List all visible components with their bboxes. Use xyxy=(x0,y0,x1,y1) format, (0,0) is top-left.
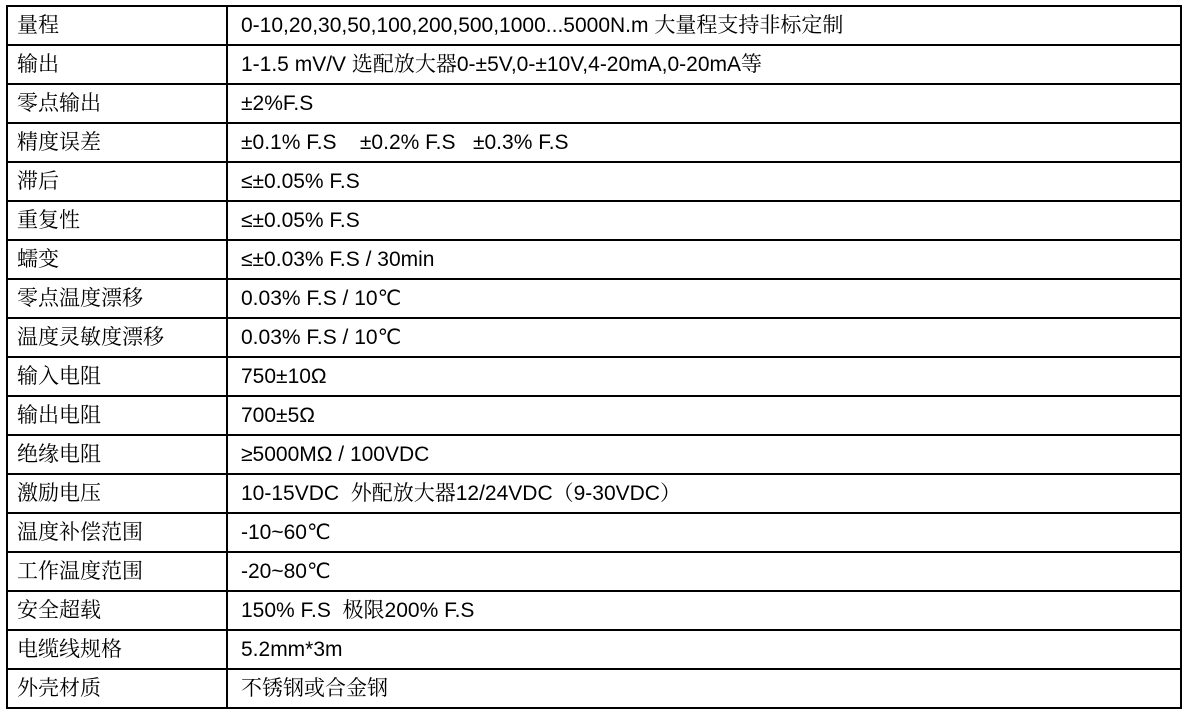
spec-value: -10~60℃ xyxy=(227,513,1181,552)
table-row xyxy=(7,201,1181,240)
spec-value: 0.03% F.S / 10℃ xyxy=(227,279,1181,318)
table-row xyxy=(7,279,1181,318)
spec-label: 重复性 xyxy=(7,201,227,240)
spec-label: 激励电压 xyxy=(7,474,227,513)
table-row xyxy=(7,123,1181,162)
table-row xyxy=(7,84,1181,123)
spec-label: 量程 xyxy=(7,6,227,45)
spec-label: 输出电阻 xyxy=(7,396,227,435)
spec-value: 750±10Ω xyxy=(227,357,1181,396)
table-row xyxy=(7,45,1181,84)
table-row xyxy=(7,396,1181,435)
spec-value: ±0.1% F.S ±0.2% F.S ±0.3% F.S xyxy=(227,123,1181,162)
spec-label: 滞后 xyxy=(7,162,227,201)
spec-value: 不锈钢或合金钢 xyxy=(227,669,1181,708)
table-row xyxy=(7,162,1181,201)
spec-value: ≤±0.05% F.S xyxy=(227,201,1181,240)
table-row xyxy=(7,318,1181,357)
spec-table-body xyxy=(7,6,1181,708)
spec-label: 输入电阻 xyxy=(7,357,227,396)
spec-label: 精度误差 xyxy=(7,123,227,162)
spec-label: 零点输出 xyxy=(7,84,227,123)
spec-label: 电缆线规格 xyxy=(7,630,227,669)
table-row xyxy=(7,435,1181,474)
table-row xyxy=(7,669,1181,708)
spec-label: 外壳材质 xyxy=(7,669,227,708)
spec-label: 输出 xyxy=(7,45,227,84)
spec-label: 蠕变 xyxy=(7,240,227,279)
table-row xyxy=(7,630,1181,669)
spec-value: 0.03% F.S / 10℃ xyxy=(227,318,1181,357)
table-row xyxy=(7,474,1181,513)
spec-value: ≤±0.03% F.S / 30min xyxy=(227,240,1181,279)
spec-value: ≥5000MΩ / 100VDC xyxy=(227,435,1181,474)
table-row xyxy=(7,591,1181,630)
table-row xyxy=(7,357,1181,396)
spec-value: ≤±0.05% F.S xyxy=(227,162,1181,201)
spec-label: 工作温度范围 xyxy=(7,552,227,591)
spec-value: 700±5Ω xyxy=(227,396,1181,435)
table-row xyxy=(7,552,1181,591)
spec-label: 安全超载 xyxy=(7,591,227,630)
spec-value: -20~80℃ xyxy=(227,552,1181,591)
spec-table xyxy=(6,5,1182,709)
spec-value: 150% F.S 极限200% F.S xyxy=(227,591,1181,630)
table-row xyxy=(7,513,1181,552)
spec-value: 10-15VDC 外配放大器12/24VDC（9-30VDC） xyxy=(227,474,1181,513)
table-row xyxy=(7,240,1181,279)
spec-label: 绝缘电阻 xyxy=(7,435,227,474)
spec-value: 0-10,20,30,50,100,200,500,1000...5000N.m 大量程支持非标定制 xyxy=(227,6,1181,45)
spec-label: 温度灵敏度漂移 xyxy=(7,318,227,357)
spec-label: 零点温度漂移 xyxy=(7,279,227,318)
spec-value: 5.2mm*3m xyxy=(227,630,1181,669)
spec-label: 温度补偿范围 xyxy=(7,513,227,552)
spec-value: 1-1.5 mV/V 选配放大器0-±5V,0-±10V,4-20mA,0-20mA等 xyxy=(227,45,1181,84)
table-row xyxy=(7,6,1181,45)
spec-value: ±2%F.S xyxy=(227,84,1181,123)
